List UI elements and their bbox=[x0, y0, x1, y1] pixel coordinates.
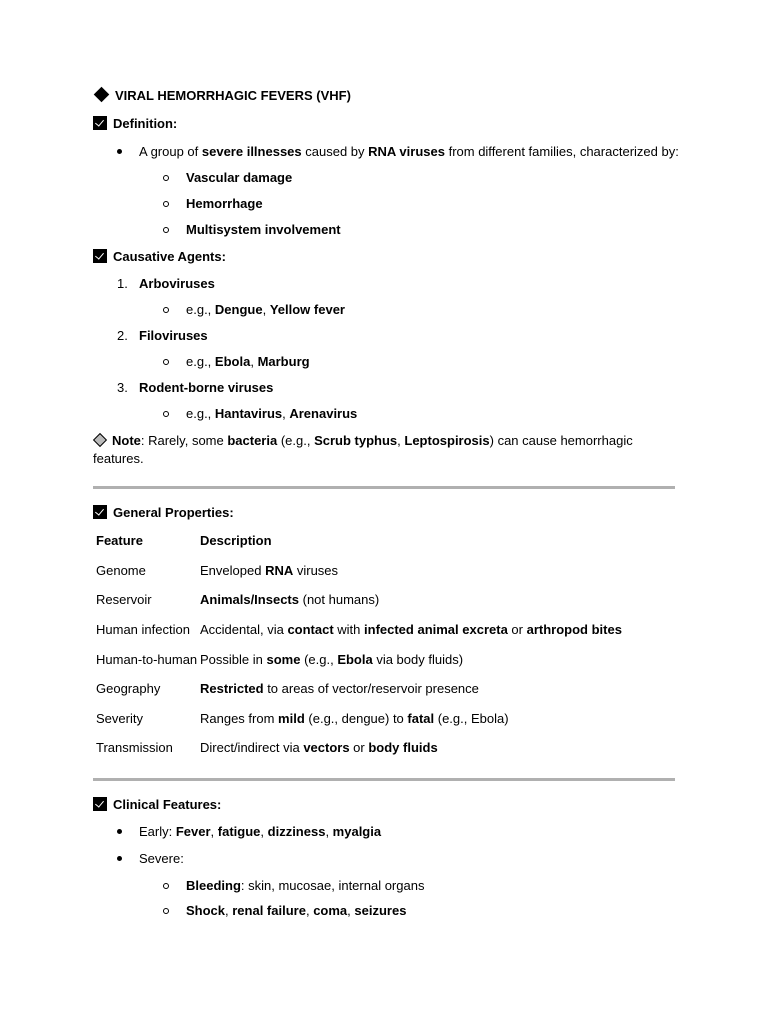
circle-bullet-icon bbox=[163, 227, 169, 233]
group-name: Arboviruses bbox=[139, 276, 215, 291]
text-run: infected animal excreta bbox=[364, 622, 508, 637]
clinical-severe-item bbox=[186, 878, 424, 894]
text-run: Possible in bbox=[200, 652, 267, 667]
text-run: caused by bbox=[301, 144, 369, 159]
group-examples: e.g., Hantavirus, Arenavirus bbox=[186, 406, 358, 421]
text-run: RNA bbox=[265, 563, 294, 578]
diamond-outline-icon bbox=[93, 433, 107, 447]
text-run: , bbox=[225, 903, 233, 918]
clinical-heading: Clinical Features: bbox=[93, 797, 221, 813]
checkbox-icon bbox=[93, 505, 107, 519]
bullet-icon bbox=[117, 856, 122, 861]
section-divider bbox=[93, 486, 675, 489]
clinical-severe-item bbox=[186, 903, 406, 919]
checkbox-icon bbox=[93, 797, 107, 811]
table-header-description: Description bbox=[200, 533, 272, 548]
text-run: vectors bbox=[303, 740, 350, 755]
table-cell-description bbox=[200, 681, 479, 697]
text-run: to areas of vector/reservoir presence bbox=[263, 681, 479, 696]
circle-bullet-icon bbox=[163, 175, 169, 181]
document-title: VIRAL HEMORRHAGIC FEVERS (VHF) bbox=[93, 88, 351, 104]
text-run: , bbox=[347, 903, 355, 918]
text-run: Restricted bbox=[200, 681, 264, 696]
text-run: fatal bbox=[407, 711, 435, 726]
text-run: contact bbox=[287, 622, 334, 637]
text-run: or bbox=[349, 740, 369, 755]
definition-heading: Definition: bbox=[93, 116, 177, 132]
group-number: 1. bbox=[117, 276, 128, 291]
text-run: Shock bbox=[186, 903, 226, 918]
text-run: Scrub typhus bbox=[314, 433, 398, 448]
table-cell-description bbox=[200, 740, 438, 756]
text-run: with bbox=[333, 622, 365, 637]
checkbox-icon bbox=[93, 116, 107, 130]
text-run: Direct/indirect via bbox=[200, 740, 304, 755]
text-run: via body fluids) bbox=[372, 652, 464, 667]
table-cell-feature: Human infection bbox=[96, 622, 190, 637]
circle-bullet-icon bbox=[163, 411, 169, 417]
group-name: Filoviruses bbox=[139, 328, 208, 343]
text-run: Note bbox=[112, 433, 141, 448]
table-cell-feature: Reservoir bbox=[96, 592, 152, 607]
text-run: Accidental, via bbox=[200, 622, 288, 637]
text-run: Bleeding bbox=[186, 878, 241, 893]
table-header-feature: Feature bbox=[96, 533, 143, 548]
text-run: , bbox=[397, 433, 405, 448]
text-run: RNA viruses bbox=[368, 144, 445, 159]
text-run: mild bbox=[278, 711, 305, 726]
clinical-severe-label: Severe: bbox=[139, 851, 184, 866]
table-cell-description bbox=[200, 563, 338, 579]
text-run: Early: bbox=[139, 824, 176, 839]
table-cell-feature: Human-to-human bbox=[96, 652, 198, 667]
text-run: Animals/Insects bbox=[200, 592, 299, 607]
text-run: Fever bbox=[175, 824, 211, 839]
group-number: 2. bbox=[117, 328, 128, 343]
text-run: A group of bbox=[139, 144, 202, 159]
bullet-icon bbox=[117, 149, 122, 154]
table-cell-feature: Severity bbox=[96, 711, 143, 726]
text-run: renal failure bbox=[232, 903, 306, 918]
definition-item: Vascular damage bbox=[186, 170, 293, 185]
text-run: or bbox=[507, 622, 527, 637]
group-name: Rodent-borne viruses bbox=[139, 380, 274, 395]
group-examples: e.g., Ebola, Marburg bbox=[186, 354, 310, 369]
definition-item: Hemorrhage bbox=[186, 196, 263, 211]
general-heading: General Properties: bbox=[93, 505, 234, 521]
group-examples: e.g., Dengue, Yellow fever bbox=[186, 302, 345, 317]
bullet-icon bbox=[117, 829, 122, 834]
black-diamond-icon bbox=[94, 87, 110, 103]
text-run: bacteria bbox=[227, 433, 278, 448]
text-run: , bbox=[210, 824, 218, 839]
text-run: , bbox=[305, 903, 314, 918]
table-cell-description bbox=[200, 711, 509, 727]
text-run: body fluids bbox=[368, 740, 438, 755]
note-line-2: features. bbox=[93, 451, 144, 466]
text-run: Ebola bbox=[337, 652, 373, 667]
text-run: severe illnesses bbox=[201, 144, 302, 159]
circle-bullet-icon bbox=[163, 201, 169, 207]
text-run: arthropod bites bbox=[526, 622, 622, 637]
checkbox-icon bbox=[93, 249, 107, 263]
clinical-early bbox=[139, 824, 381, 840]
table-cell-feature: Genome bbox=[96, 563, 146, 578]
text-run: (e.g., Ebola) bbox=[434, 711, 509, 726]
text-run: (e.g., bbox=[277, 433, 315, 448]
text-run: (e.g., bbox=[300, 652, 338, 667]
text-run: , bbox=[325, 824, 333, 839]
text-run: (not humans) bbox=[299, 592, 380, 607]
text-run: myalgia bbox=[332, 824, 382, 839]
group-number: 3. bbox=[117, 380, 128, 395]
circle-bullet-icon bbox=[163, 883, 169, 889]
text-run: : Rarely, some bbox=[140, 433, 228, 448]
text-run: some bbox=[266, 652, 301, 667]
text-run: from different families, characterized by: bbox=[444, 144, 679, 159]
table-cell-description bbox=[200, 652, 463, 668]
table-cell-feature: Transmission bbox=[96, 740, 173, 755]
text-run: (e.g., dengue) to bbox=[304, 711, 408, 726]
causative-heading: Causative Agents: bbox=[93, 249, 226, 265]
definition-item: Multisystem involvement bbox=[186, 222, 341, 237]
section-divider bbox=[93, 778, 675, 781]
text-run: dizziness bbox=[267, 824, 326, 839]
text-run: coma bbox=[313, 903, 348, 918]
text-run: Ranges from bbox=[200, 711, 279, 726]
text-run: ) can cause hemorrhagic bbox=[489, 433, 633, 448]
note-line-1 bbox=[93, 433, 633, 449]
text-run: Enveloped bbox=[200, 563, 266, 578]
table-cell-feature: Geography bbox=[96, 681, 161, 696]
circle-bullet-icon bbox=[163, 307, 169, 313]
text-run: , bbox=[260, 824, 268, 839]
circle-bullet-icon bbox=[163, 359, 169, 365]
circle-bullet-icon bbox=[163, 908, 169, 914]
text-run: Leptospirosis bbox=[404, 433, 490, 448]
text-run: : skin, mucosae, internal organs bbox=[240, 878, 425, 893]
definition-intro bbox=[139, 144, 679, 160]
text-run: fatigue bbox=[217, 824, 261, 839]
text-run: viruses bbox=[293, 563, 339, 578]
table-cell-description bbox=[200, 622, 622, 638]
text-run: seizures bbox=[354, 903, 407, 918]
table-cell-description bbox=[200, 592, 379, 608]
